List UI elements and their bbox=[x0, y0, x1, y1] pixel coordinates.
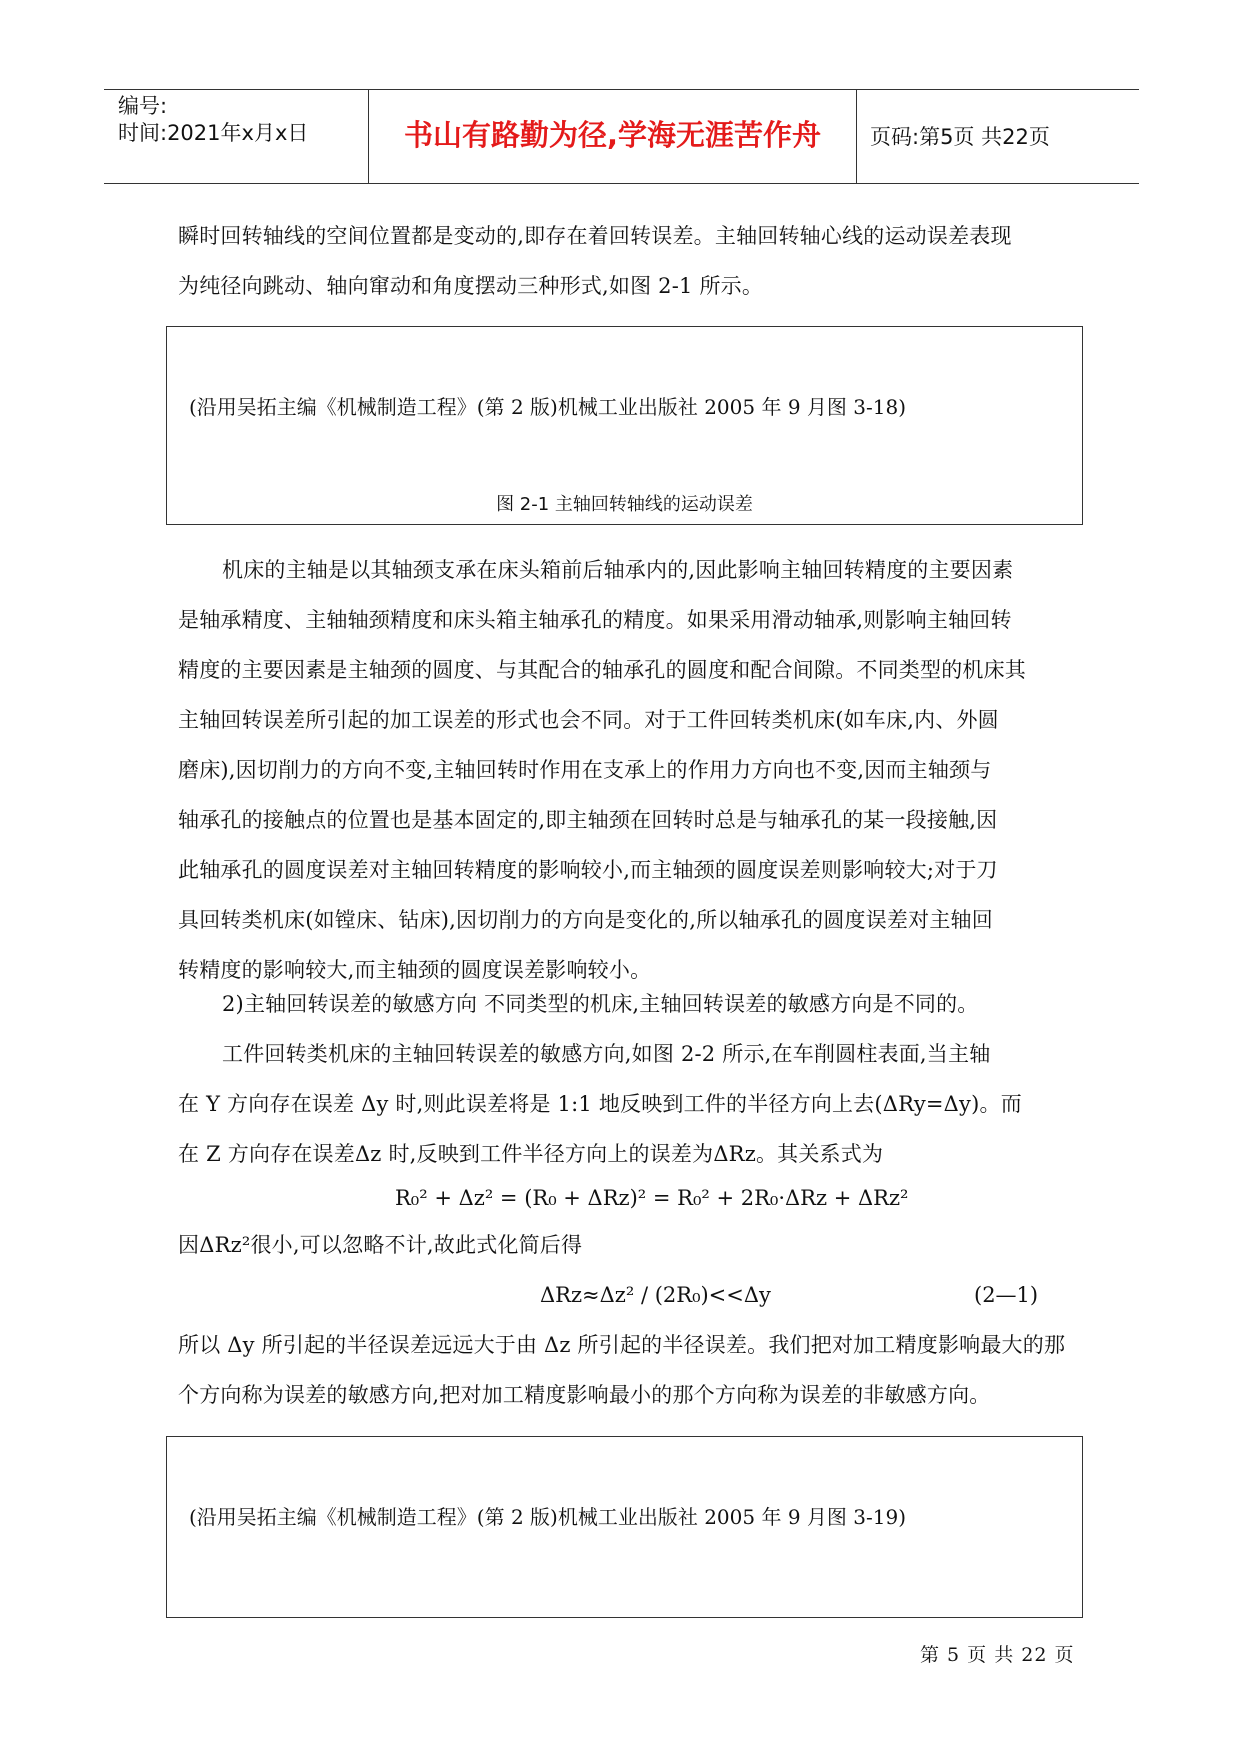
page-header bbox=[104, 89, 1139, 184]
serial-label: 编号: bbox=[118, 94, 168, 118]
text-line: 具回转类机床(如镗床、钻床),因切削力的方向是变化的,所以轴承孔的圆度误差对主轴回 bbox=[178, 908, 993, 932]
paragraph-3 bbox=[178, 979, 1069, 1029]
figure-2-2-box bbox=[166, 1436, 1083, 1618]
text-line: 所以 Δy 所引起的半径误差远远大于由 Δz 所引起的半径误差。我们把对加工精度影响最大的那 bbox=[178, 1333, 1066, 1357]
motto: 书山有路勤为径,学海无涯苦作舟 bbox=[403, 118, 822, 152]
page-footer: 第 5 页 共 22 页 bbox=[920, 1644, 1075, 1666]
paragraph-1 bbox=[178, 211, 1069, 311]
figure-source-note: (沿用吴拓主编《机械制造工程》(第 2 版)机械工业出版社 2005 年 9 月图 3-18) bbox=[189, 395, 906, 419]
text-line: 2)主轴回转误差的敏感方向 不同类型的机床,主轴回转误差的敏感方向是不同的。 bbox=[222, 992, 979, 1016]
text-line: 主轴回转误差所引起的加工误差的形式也会不同。对于工件回转类机床(如车床,内、外圆 bbox=[178, 708, 999, 732]
paragraph-6 bbox=[178, 1320, 1069, 1420]
equation-1: R₀² + Δz² = (R₀ + ΔRz)² = R₀² + 2R₀·ΔRz + ΔRz² bbox=[395, 1186, 909, 1210]
figure-caption: 图 2-1 主轴回转轴线的运动误差 bbox=[496, 494, 753, 515]
text-line: 在 Y 方向存在误差 Δy 时,则此误差将是 1:1 地反映到工件的半径方向上去(ΔRy=Δy)。而 bbox=[178, 1092, 1022, 1116]
equation-2: ΔRz≈Δz² / (2R₀)<<Δy bbox=[540, 1283, 771, 1307]
header-page-cell bbox=[857, 90, 1139, 183]
text-line: 因ΔRz²很小,可以忽略不计,故此式化简后得 bbox=[178, 1233, 583, 1257]
time-label: 时间:2021年x月x日 bbox=[118, 121, 309, 145]
text-line: 转精度的影响较大,而主轴颈的圆度误差影响较小。 bbox=[178, 958, 652, 982]
text-line: 是轴承精度、主轴轴颈精度和床头箱主轴承孔的精度。如果采用滑动轴承,则影响主轴回转 bbox=[178, 608, 1012, 632]
paragraph-5 bbox=[178, 1220, 1069, 1270]
figure-source-note: (沿用吴拓主编《机械制造工程》(第 2 版)机械工业出版社 2005 年 9 月图 3-19) bbox=[189, 1505, 906, 1529]
text-line: 为纯径向跳动、轴向窜动和角度摆动三种形式,如图 2-1 所示。 bbox=[178, 274, 764, 298]
equation-number: (2—1) bbox=[974, 1283, 1039, 1307]
header-motto-cell bbox=[369, 90, 857, 183]
text-line: 在 Z 方向存在误差Δz 时,反映到工件半径方向上的误差为ΔRz。其关系式为 bbox=[178, 1142, 884, 1166]
paragraph-2 bbox=[178, 545, 1069, 995]
text-line: 精度的主要因素是主轴颈的圆度、与其配合的轴承孔的圆度和配合间隙。不同类型的机床其 bbox=[178, 658, 1026, 682]
page-number-label: 页码:第5页 共22页 bbox=[870, 125, 1050, 149]
header-meta-cell bbox=[104, 90, 369, 183]
text-line: 瞬时回转轴线的空间位置都是变动的,即存在着回转误差。主轴回转轴心线的运动误差表现 bbox=[178, 224, 1012, 248]
text-line: 轴承孔的接触点的位置也是基本固定的,即主轴颈在回转时总是与轴承孔的某一段接触,因 bbox=[178, 808, 998, 832]
text-line: 机床的主轴是以其轴颈支承在床头箱前后轴承内的,因此影响主轴回转精度的主要因素 bbox=[222, 558, 1014, 582]
text-line: 个方向称为误差的敏感方向,把对加工精度影响最小的那个方向称为误差的非敏感方向。 bbox=[178, 1383, 991, 1407]
paragraph-4 bbox=[178, 1029, 1069, 1179]
text-line: 此轴承孔的圆度误差对主轴回转精度的影响较小,而主轴颈的圆度误差则影响较大;对于刀 bbox=[178, 858, 998, 882]
figure-2-1-box bbox=[166, 326, 1083, 525]
text-line: 磨床),因切削力的方向不变,主轴回转时作用在支承上的作用力方向也不变,因而主轴颈与 bbox=[178, 758, 992, 782]
text-line: 工件回转类机床的主轴回转误差的敏感方向,如图 2-2 所示,在车削圆柱表面,当主轴 bbox=[222, 1042, 991, 1066]
